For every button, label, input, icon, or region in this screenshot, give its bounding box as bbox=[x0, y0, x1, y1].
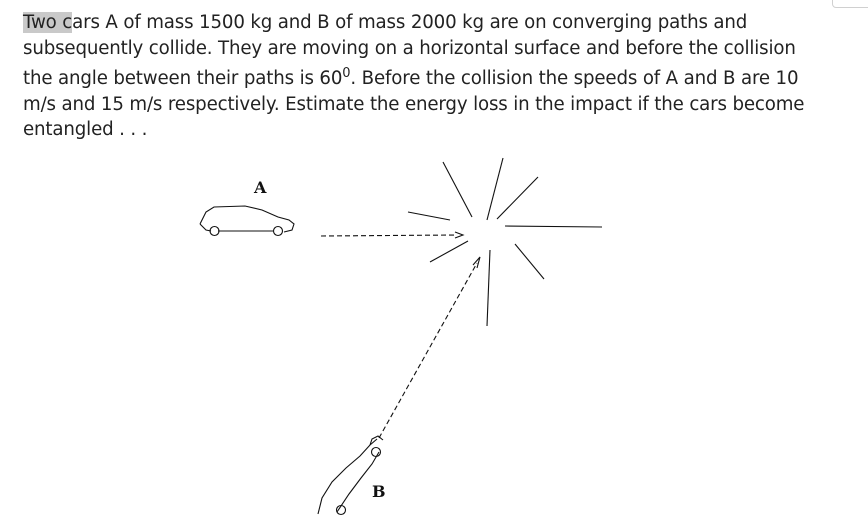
collision-burst-icon bbox=[408, 158, 602, 326]
car-b-arrowhead bbox=[473, 257, 480, 268]
car-b-path bbox=[379, 263, 477, 438]
label-car-a: A bbox=[254, 178, 267, 197]
label-car-b: B bbox=[372, 482, 386, 501]
highlighted-text: Two c bbox=[23, 12, 73, 33]
car-a-arrowhead bbox=[455, 232, 463, 238]
question-text-part2: . Before the collision the speeds of A and B are 10 m/s and 15 m/s respectively. Estimate the energy loss in the impact if the cars become entangled . . . bbox=[23, 68, 805, 141]
car-a-icon bbox=[200, 206, 294, 236]
car-b-icon bbox=[318, 436, 383, 515]
degree-superscript: 0 bbox=[342, 66, 351, 81]
car-a-path bbox=[321, 235, 457, 236]
question-text-part1: ars A of mass 1500 kg and B of mass 2000 kg are on converging paths and subsequently collide. They are moving on a horizontal surface and before the collision the angle between their paths is 60 bbox=[23, 12, 796, 90]
